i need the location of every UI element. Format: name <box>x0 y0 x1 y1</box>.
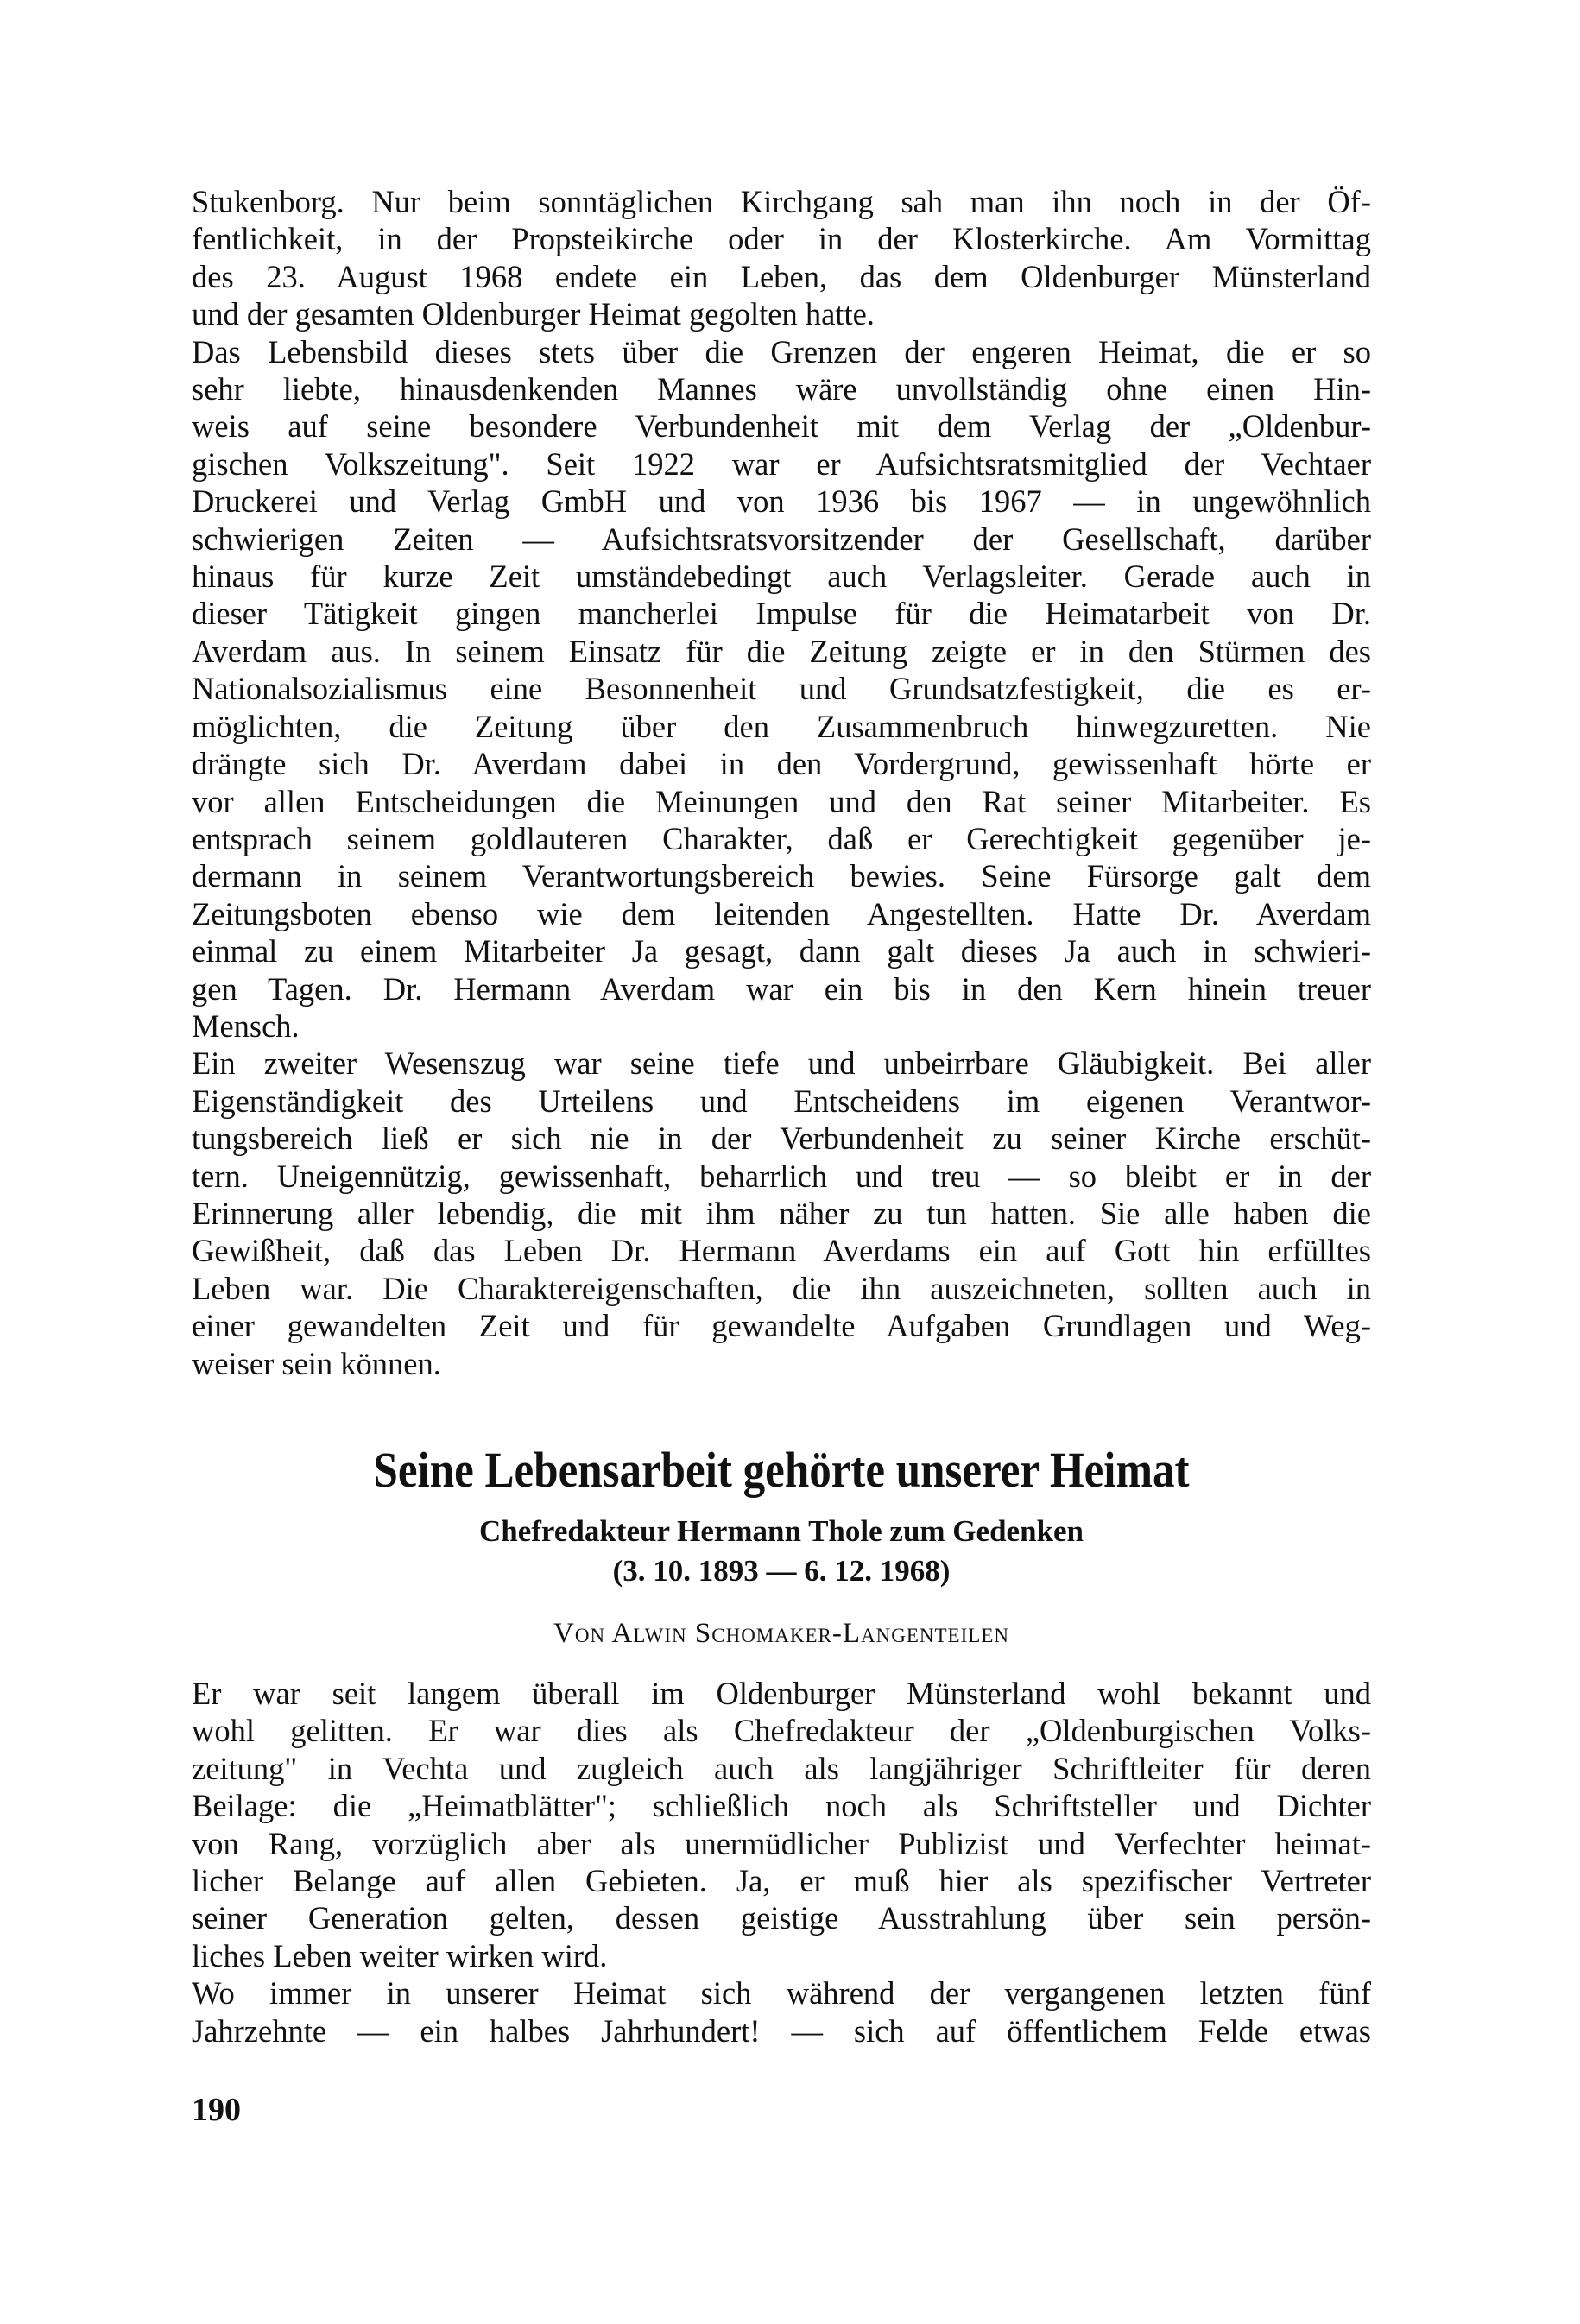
text-line: des 23. August 1968 endete ein Leben, das dem Oldenburger Münsterland <box>192 258 1371 294</box>
article1-body <box>192 183 1371 1382</box>
text-line: einmal zu einem Mitarbeiter Ja gesagt, dann galt dieses Ja auch in schwieri- <box>192 933 1371 969</box>
text-line: Er war seit langem überall im Oldenburger Münsterland wohl bekannt und <box>192 1676 1371 1711</box>
text-line: liches Leben weiter wirken wird. <box>192 1937 608 1974</box>
text-line: Wo immer in unserer Heimat sich während der vergangenen letzten fünf <box>192 1975 1371 2011</box>
text-line: Gewißheit, daß das Leben Dr. Hermann Averdams ein auf Gott hin erfülltes <box>192 1233 1371 1269</box>
text-line: gen Tagen. Dr. Hermann Averdam war ein bis in den Kern hinein treuer <box>192 970 1371 1007</box>
article-byline: Von Alwin Schomaker-Langenteilen <box>553 1618 1009 1649</box>
text-line: Das Lebensbild dieses stets über die Grenzen der engeren Heimat, die er so <box>192 333 1371 369</box>
text-line: tungsbereich ließ er sich nie in der Verbundenheit zu seiner Kirche erschüt- <box>192 1121 1371 1157</box>
page-number: 190 <box>192 2092 241 2128</box>
text-line: Erinnerung aller lebendig, die mit ihm näher zu tun hatten. Sie alle haben die <box>192 1195 1371 1231</box>
article2-body <box>192 1675 1371 2049</box>
text-line: Zeitungsboten ebenso wie dem leitenden Angestellten. Hatte Dr. Averdam <box>192 895 1371 931</box>
article-title: Seine Lebensarbeit gehörte unserer Heimat <box>373 1442 1190 1498</box>
text-line: weis auf seine besondere Verbundenheit mit dem Verlag der „Oldenbur- <box>192 408 1371 445</box>
text-line: Leben war. Die Charaktereigenschaften, die ihn auszeichneten, sollten auch in <box>192 1270 1371 1306</box>
text-line: von Rang, vorzüglich aber als unermüdlicher Publizist und Verfechter heimat- <box>192 1825 1371 1861</box>
text-line: weiser sein können. <box>192 1345 441 1381</box>
text-line: Jahrzehnte — ein halbes Jahrhundert! — sich auf öffentlichem Felde etwas <box>192 2012 1371 2049</box>
text-line: gischen Volkszeitung". Seit 1922 war er Aufsichtsratsmitglied der Vechtaer <box>192 445 1371 482</box>
text-line: Averdam aus. In seinem Einsatz für die Zeitung zeigte er in den Stürmen des <box>192 633 1371 669</box>
text-line: Mensch. <box>192 1007 300 1044</box>
text-line: drängte sich Dr. Averdam dabei in den Vordergrund, gewissenhaft hörte er <box>192 746 1371 782</box>
text-line: entsprach seinem goldlauteren Charakter, daß er Gerechtigkeit gegenüber je- <box>192 820 1371 856</box>
text-line: licher Belange auf allen Gebieten. Ja, er muß hier als spezifischer Vertreter <box>192 1863 1371 1899</box>
text-line: vor allen Entscheidungen die Meinungen und den Rat seiner Mitarbeiter. Es <box>192 783 1371 819</box>
text-line: hinaus für kurze Zeit umständebedingt auch Verlagsleiter. Gerade auch in <box>192 559 1371 595</box>
text-line: dieser Tätigkeit gingen mancherlei Impulse für die Heimatarbeit von Dr. <box>192 596 1371 632</box>
text-line: dermann in seinem Verantwortungsbereich bewies. Seine Fürsorge galt dem <box>192 858 1371 894</box>
text-line: Nationalsozialismus eine Besonnenheit und Grundsatzfestigkeit, die es er- <box>192 671 1371 707</box>
text-line: möglichten, die Zeitung über den Zusammenbruch hinwegzuretten. Nie <box>192 708 1371 744</box>
text-line: tern. Uneigennützig, gewissenhaft, beharrlich und treu — so bleibt er in der <box>192 1158 1371 1194</box>
article-subtitle: Chefredakteur Hermann Thole zum Gedenken <box>478 1514 1084 1548</box>
text-line: Stukenborg. Nur beim sonntäglichen Kirchgang sah man ihn noch in der Öf- <box>192 184 1371 219</box>
text-line: einer gewandelten Zeit und für gewandelte Aufgaben Grundlagen und Weg- <box>192 1308 1371 1344</box>
text-line: wohl gelitten. Er war dies als Chefredakteur der „Oldenburgischen Volks- <box>192 1713 1371 1749</box>
text-line: zeitung" in Vechta und zugleich auch als langjähriger Schriftleiter für deren <box>192 1750 1371 1786</box>
text-line: fentlichkeit, in der Propsteikirche oder in der Klosterkirche. Am Vormittag <box>192 221 1371 257</box>
text-line: Eigenständigkeit des Urteilens und Entscheidens im eigenen Verantwor- <box>192 1083 1371 1119</box>
text-line: Druckerei und Verlag GmbH und von 1936 bis 1967 — in ungewöhnlich <box>192 483 1371 520</box>
text-line: sehr liebte, hinausdenkenden Mannes wäre unvollständig ohne einen Hin- <box>192 371 1371 407</box>
article-dates: (3. 10. 1893 — 6. 12. 1968) <box>612 1554 951 1588</box>
text-line: Ein zweiter Wesenszug war seine tiefe und unbeirrbare Gläubigkeit. Bei aller <box>192 1045 1371 1082</box>
text-line: Beilage: die „Heimatblätter"; schließlich noch als Schriftsteller und Dichter <box>192 1788 1371 1824</box>
text-line: schwierigen Zeiten — Aufsichtsratsvorsitzender der Gesellschaft, darüber <box>192 521 1371 557</box>
text-line: und der gesamten Oldenburger Heimat gegolten hatte. <box>192 296 875 332</box>
text-line: seiner Generation gelten, dessen geistige Ausstrahlung über sein persön- <box>192 1900 1371 1936</box>
